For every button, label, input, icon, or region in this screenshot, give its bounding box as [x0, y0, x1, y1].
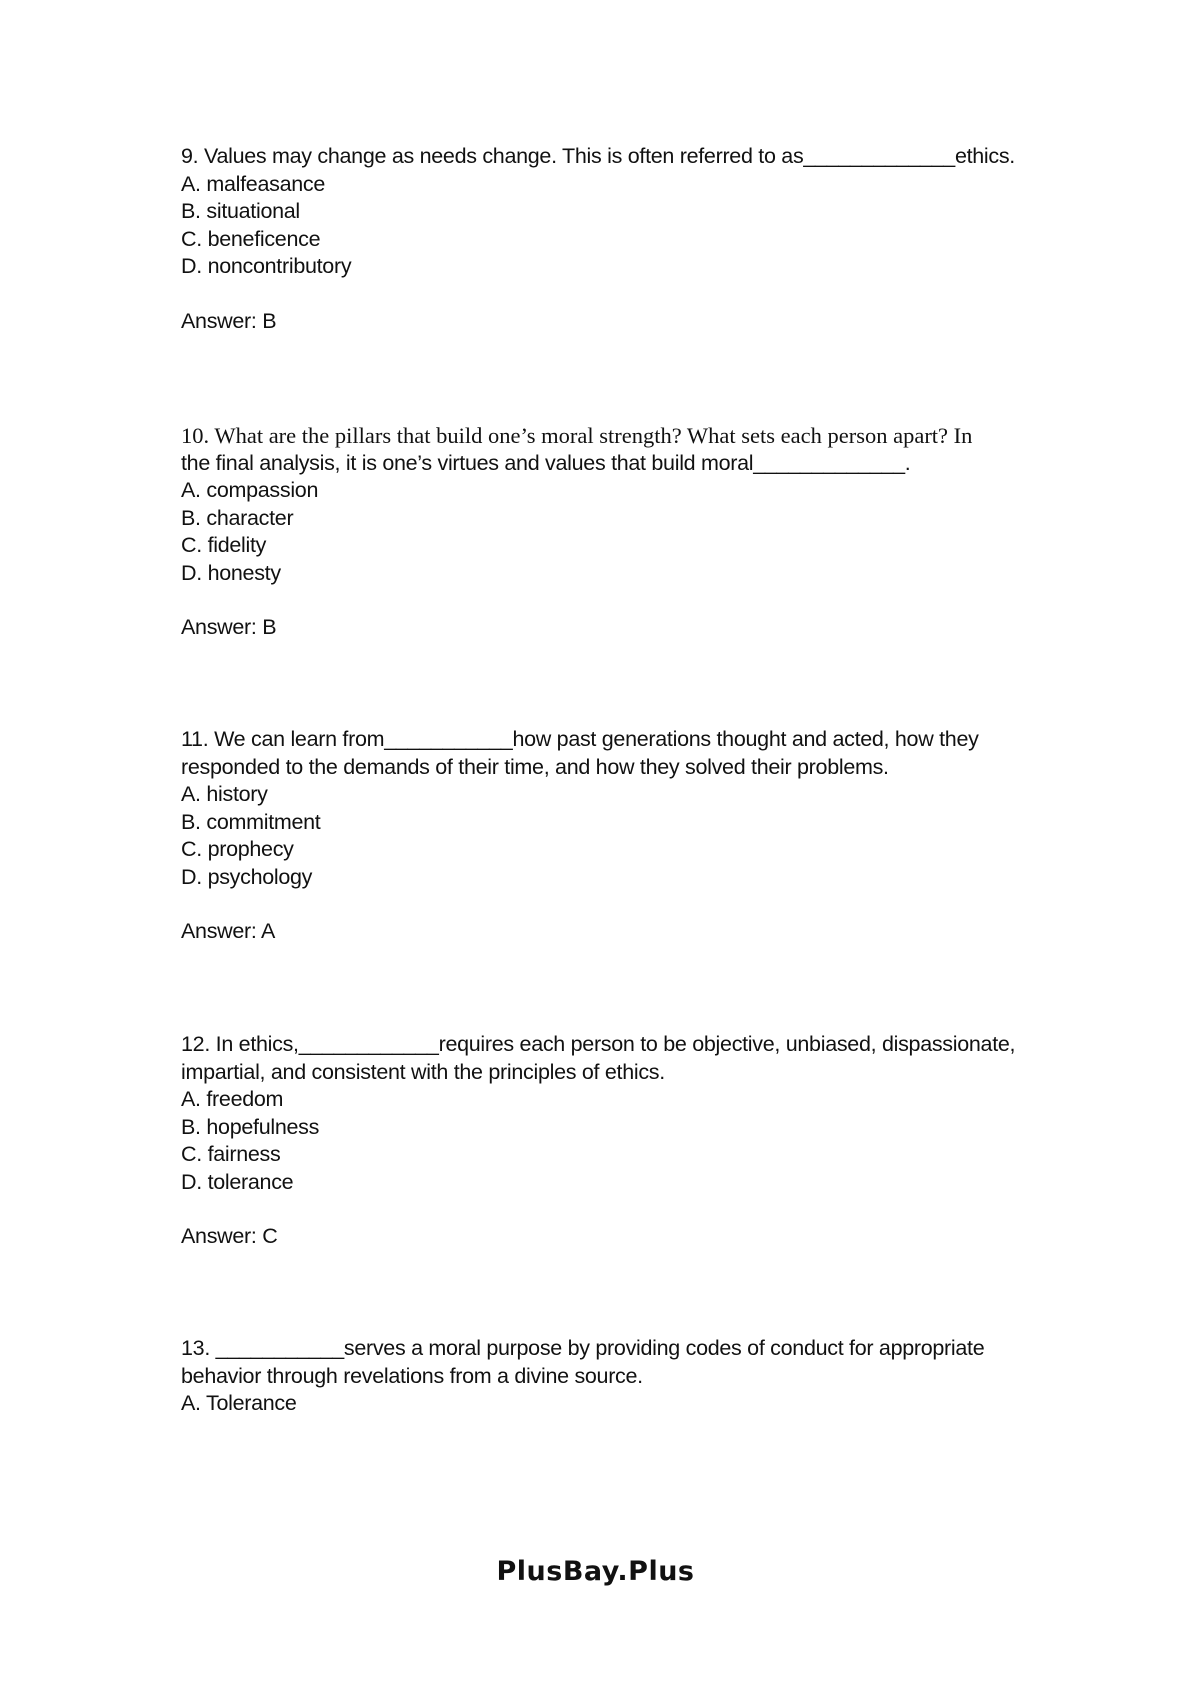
option-a: A. freedom — [181, 1087, 284, 1111]
option-a: A. history — [181, 782, 268, 806]
question-stem: 9. Values may change as needs change. This is often referred to as_____________ethics. — [181, 144, 1015, 168]
question-12 — [181, 1031, 1061, 1251]
question-stem: 10. What are the pillars that build one’s moral strength? What sets each person apart? In — [181, 423, 973, 448]
option-b: B. hopefulness — [181, 1114, 320, 1139]
option-a: A. Tolerance — [181, 1391, 297, 1415]
option-b: B. situational — [181, 199, 300, 223]
question-stem: 12. In ethics,____________requires each person to be objective, unbiased, dispassionate, — [181, 1032, 1016, 1056]
option-b: B. character — [181, 505, 294, 530]
question-stem: 13. ___________serves a moral purpose by providing codes of conduct for appropriate — [181, 1336, 985, 1360]
option-d: D. noncontributory — [181, 254, 352, 278]
option-c: C. fidelity — [181, 533, 267, 557]
question-9 — [181, 143, 1061, 335]
footer-brand: PlusBay.Plus — [496, 1556, 695, 1587]
answer: Answer: C — [181, 1224, 278, 1248]
answer: Answer: B — [181, 615, 277, 639]
option-a: A. malfeasance — [181, 171, 325, 196]
question-11 — [181, 726, 1061, 946]
answer: Answer: A — [181, 919, 276, 943]
option-c: C. fairness — [181, 1142, 281, 1166]
question-stem-continued: responded to the demands of their time, and how they solved their problems. — [181, 754, 889, 779]
question-stem: 11. We can learn from___________how past generations thought and acted, how they — [181, 727, 979, 751]
question-stem-continued: the final analysis, it is one’s virtues and values that build moral_____________. — [181, 450, 911, 475]
option-c: C. beneficence — [181, 226, 321, 251]
option-d: D. honesty — [181, 560, 281, 585]
option-d: D. tolerance — [181, 1169, 294, 1194]
option-b: B. commitment — [181, 809, 321, 834]
option-c: C. prophecy — [181, 837, 294, 861]
option-a: A. compassion — [181, 478, 319, 502]
question-13 — [181, 1335, 1061, 1418]
question-stem-continued: behavior through revelations from a divine source. — [181, 1363, 643, 1388]
answer: Answer: B — [181, 308, 277, 333]
option-d: D. psychology — [181, 864, 313, 889]
question-stem-continued: impartial, and consistent with the principles of ethics. — [181, 1059, 665, 1084]
question-10 — [181, 422, 1061, 642]
